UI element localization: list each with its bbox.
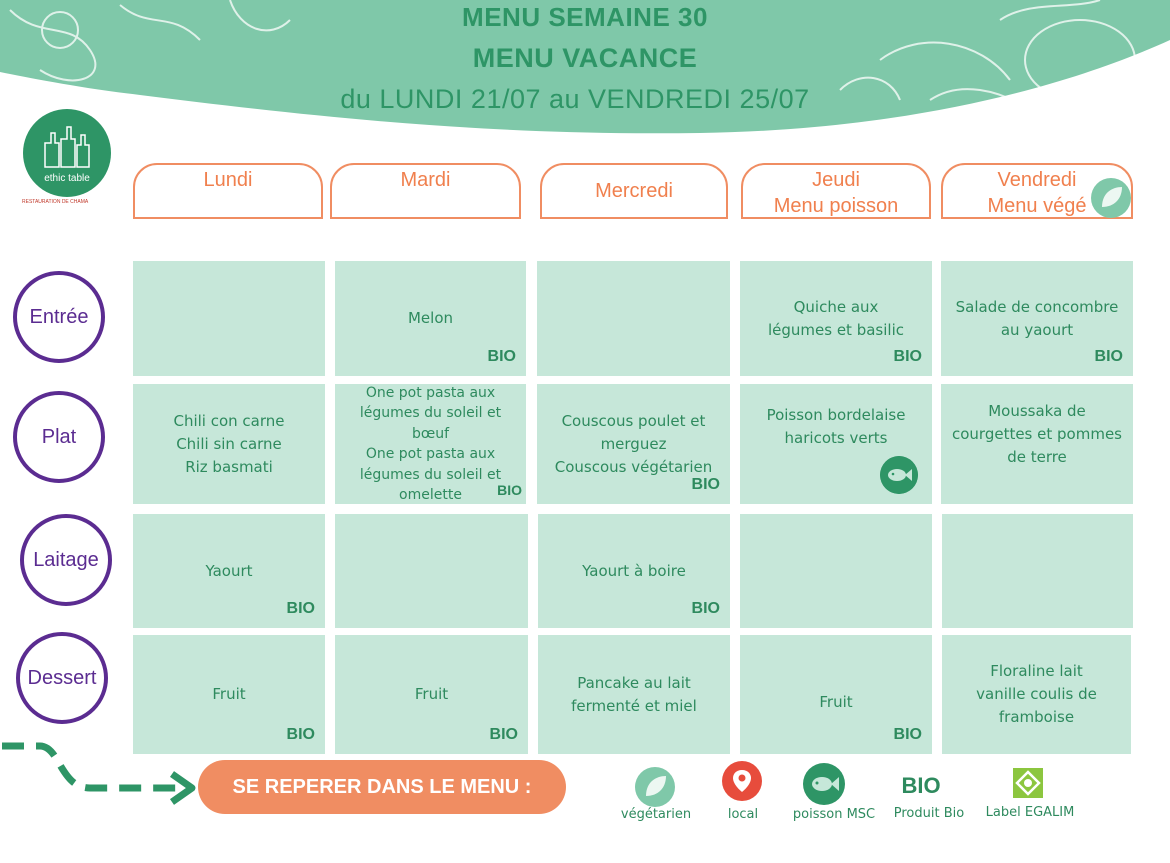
dish-line: Moussaka de	[988, 402, 1086, 420]
menu-date-range: du LUNDI 21/07 au VENDREDI 25/07	[340, 84, 810, 114]
bio-badge: BIO	[1094, 348, 1123, 365]
vegetarian-leaf-icon	[1090, 177, 1132, 219]
leaf-icon	[634, 766, 676, 808]
menu-cell-dessert-mercredi	[538, 635, 730, 754]
bio-badge: BIO	[286, 600, 315, 617]
dish-line: One pot pasta aux	[365, 446, 496, 462]
day-name: Jeudi	[812, 169, 860, 191]
dish-line: Riz basmati	[185, 457, 273, 476]
day-subtitle: Menu végé	[987, 195, 1087, 217]
day-tab-mardi	[330, 163, 521, 219]
dish-line: de terre	[1007, 448, 1067, 466]
bio-badge: BIO	[487, 348, 516, 365]
legend-label-local: local	[727, 807, 759, 822]
day-tab-jeudi	[741, 163, 931, 219]
dish-line: Pancake au lait	[577, 674, 691, 692]
dish-line: Floraline lait	[990, 662, 1083, 680]
menu-cell-laitage-jeudi	[740, 514, 932, 628]
dish-line: Chili con carne	[173, 411, 285, 430]
dish-line: Fruit	[819, 693, 853, 711]
row-label-plat: Plat	[13, 391, 105, 483]
logo-subtitle: RESTAURATION DE CHAMA	[22, 199, 89, 205]
dish-line: fermenté et miel	[571, 697, 697, 715]
day-tab-lundi	[133, 163, 323, 219]
dish-line: omelette	[399, 487, 462, 503]
fish-msc-icon	[880, 456, 918, 494]
dish-line: Poisson bordelaise	[766, 406, 906, 424]
dish-line: Couscous poulet et	[561, 411, 706, 430]
menu-cell-plat-lundi	[133, 384, 325, 504]
dish-line: Fruit	[414, 685, 449, 703]
fish-icon	[802, 762, 846, 806]
bio-symbol: BIO	[901, 773, 941, 798]
day-tab-mercredi	[540, 163, 728, 219]
menu-week-title: MENU SEMAINE 30	[462, 2, 708, 32]
menu-cell-laitage-mardi	[335, 514, 528, 628]
menu-cell-entree-mardi	[335, 261, 526, 376]
menu-cell-dessert-mardi	[335, 635, 528, 754]
dish-line: framboise	[998, 708, 1075, 726]
dish-line: Quiche aux	[793, 297, 879, 316]
day-name: Mardi	[400, 169, 451, 191]
menu-cell-entree-lundi	[133, 261, 325, 376]
bio-badge: BIO	[489, 726, 518, 743]
logo-brand-name: ethic table	[44, 173, 90, 184]
bio-badge: BIO	[497, 481, 522, 498]
day-name: Vendredi	[997, 169, 1077, 191]
dish-line: légumes et basilic	[767, 320, 904, 339]
dish-line: Couscous végétarien	[554, 457, 713, 476]
menu-cell-dessert-vendredi	[942, 635, 1131, 754]
menu-cell-laitage-vendredi	[942, 514, 1133, 628]
menu-cell-plat-jeudi	[740, 384, 932, 504]
day-name: Lundi	[203, 169, 253, 191]
dish-line: haricots verts	[784, 429, 888, 447]
dish-line: Melon	[407, 309, 454, 327]
dish-line: One pot pasta aux	[365, 384, 496, 401]
dish-line: bœuf	[411, 425, 449, 442]
dish-line: légumes du soleil et	[359, 405, 502, 421]
bio-badge: BIO	[893, 348, 922, 365]
menu-cell-plat-mercredi	[537, 384, 730, 504]
location-pin-icon	[721, 760, 763, 802]
bio-badge: BIO	[893, 726, 922, 743]
dish-line: courgettes et pommes	[951, 425, 1122, 443]
day-subtitle: Menu poisson	[773, 195, 899, 217]
legend-title-button: SE REPERER DANS LE MENU :	[198, 760, 566, 814]
dish-line: Yaourt à boire	[582, 561, 686, 580]
dish-line: Salade de concombre	[955, 297, 1119, 316]
row-label-laitage: Laitage	[20, 514, 112, 606]
menu-cell-entree-mercredi	[537, 261, 730, 376]
menu-cell-entree-vendredi	[941, 261, 1133, 376]
legend-label-produit-bio: Produit Bio	[893, 806, 965, 821]
legend-label-poisson-msc: poisson MSC	[792, 807, 876, 822]
menu-cell-laitage-lundi	[133, 514, 325, 628]
dish-line: merguez	[600, 434, 667, 453]
day-name: Mercredi	[595, 180, 673, 202]
bio-badge: BIO	[286, 726, 315, 743]
menu-cell-plat-mardi	[335, 384, 526, 504]
dashed-arrow-icon	[0, 738, 200, 808]
legend-label-vegetarien: végétarien	[620, 807, 692, 822]
dish-line: Fruit	[212, 685, 246, 703]
menu-cell-dessert-lundi	[133, 635, 325, 754]
dish-line: au yaourt	[1000, 320, 1074, 339]
menu-cell-dessert-jeudi	[740, 635, 932, 754]
bio-badge: BIO	[691, 600, 720, 617]
menu-cell-laitage-mercredi	[538, 514, 730, 628]
menu-cell-plat-vendredi	[941, 384, 1133, 504]
dish-line: Chili sin carne	[176, 434, 282, 453]
menu-cell-entree-jeudi	[740, 261, 932, 376]
dish-line: vanille coulis de	[976, 685, 1097, 703]
menu-vacation-title: MENU VACANCE	[472, 43, 698, 73]
egalim-label-icon	[1013, 768, 1043, 798]
dish-line: légumes du soleil et	[359, 466, 502, 483]
dish-line: Yaourt	[205, 561, 253, 580]
legend-label-egalim: Label EGALIM	[985, 805, 1075, 820]
row-label-dessert: Dessert	[16, 632, 108, 724]
bio-badge: BIO	[691, 476, 720, 493]
row-label-entree: Entrée	[13, 271, 105, 363]
